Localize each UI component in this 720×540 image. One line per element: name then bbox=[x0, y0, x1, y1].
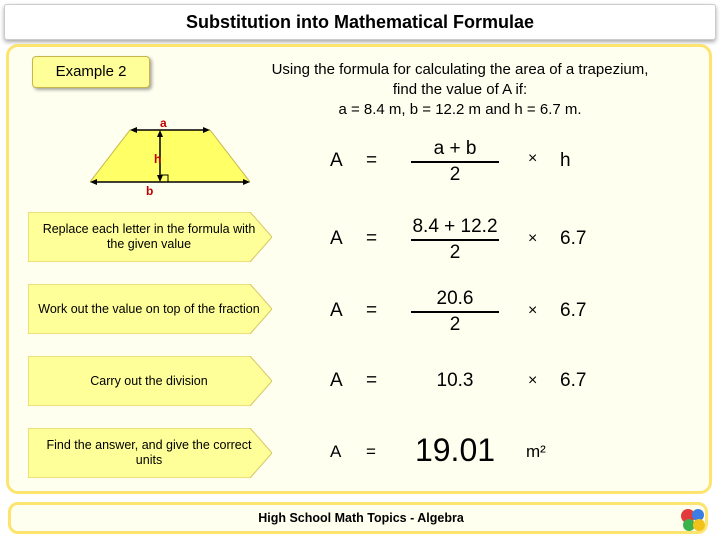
trapezium-diagram bbox=[90, 118, 250, 200]
step-1-text: Replace each letter in the formula with the given value bbox=[42, 222, 256, 251]
fraction-bar bbox=[411, 161, 499, 163]
problem-line-3: a = 8.4 m, b = 12.2 m and h = 6.7 m. bbox=[338, 101, 582, 118]
step-3-lhs: A bbox=[330, 370, 343, 391]
formula-times: × bbox=[528, 150, 538, 167]
step-1-numerator: 8.4 + 12.2 bbox=[412, 216, 498, 237]
step-2-denominator: 2 bbox=[449, 314, 461, 335]
step-4-text: Find the answer, and give the correct units bbox=[46, 438, 252, 467]
step-4-answer: 19.01 bbox=[414, 432, 496, 468]
step-4-equals: = bbox=[366, 442, 376, 461]
step-2-fraction bbox=[405, 288, 505, 336]
puzzle-logo-icon bbox=[678, 506, 708, 534]
step-1-multiplier: 6.7 bbox=[560, 228, 587, 249]
problem-line-1: Using the formula for calculating the area of a trapezium, bbox=[271, 61, 649, 78]
label-h: h bbox=[154, 152, 162, 166]
step-2-instruction bbox=[28, 284, 272, 334]
step-2-equals: = bbox=[366, 300, 378, 321]
step-4-instruction bbox=[28, 428, 272, 478]
label-b: b bbox=[146, 184, 154, 198]
step-1-instruction bbox=[28, 212, 272, 262]
step-3-multiplier: 6.7 bbox=[560, 370, 587, 391]
step-2-numerator: 20.6 bbox=[436, 288, 474, 309]
formula-lhs: A bbox=[330, 150, 343, 171]
formula-denominator: 2 bbox=[449, 164, 461, 185]
footer-text: High School Math Topics - Algebra bbox=[258, 511, 464, 525]
formula-fraction bbox=[405, 138, 505, 186]
step-1-equals: = bbox=[366, 228, 378, 249]
step-2-text: Work out the value on top of the fraction bbox=[38, 301, 260, 316]
step-3-value: 10.3 bbox=[436, 370, 474, 391]
step-2-times: × bbox=[528, 302, 538, 319]
step-4-units: m² bbox=[526, 442, 546, 461]
step-3-instruction bbox=[28, 356, 272, 406]
step-3-text: Carry out the division bbox=[90, 373, 208, 388]
formula-equals: = bbox=[366, 150, 378, 171]
step-2-lhs: A bbox=[330, 300, 343, 321]
step-3-times: × bbox=[528, 372, 538, 389]
trapezium-shape bbox=[90, 130, 250, 182]
footer-bar bbox=[8, 502, 708, 534]
step-4-lhs: A bbox=[330, 442, 342, 461]
trapezium-svg bbox=[90, 118, 250, 200]
example-label: Example 2 bbox=[32, 56, 150, 88]
fraction-bar bbox=[411, 311, 499, 313]
step-1-fraction bbox=[405, 216, 505, 264]
formula-h: h bbox=[560, 150, 571, 171]
page-title: Substitution into Mathematical Formulae bbox=[4, 4, 716, 40]
label-a: a bbox=[160, 116, 167, 130]
step-1-times: × bbox=[528, 230, 538, 247]
step-1-lhs: A bbox=[330, 228, 343, 249]
formula-numerator: a + b bbox=[433, 138, 477, 159]
problem-statement bbox=[230, 60, 690, 120]
problem-line-2: find the value of A if: bbox=[392, 81, 528, 98]
step-3-equals: = bbox=[366, 370, 378, 391]
step-1-denominator: 2 bbox=[449, 242, 461, 263]
step-2-multiplier: 6.7 bbox=[560, 300, 587, 321]
fraction-bar bbox=[411, 239, 499, 241]
